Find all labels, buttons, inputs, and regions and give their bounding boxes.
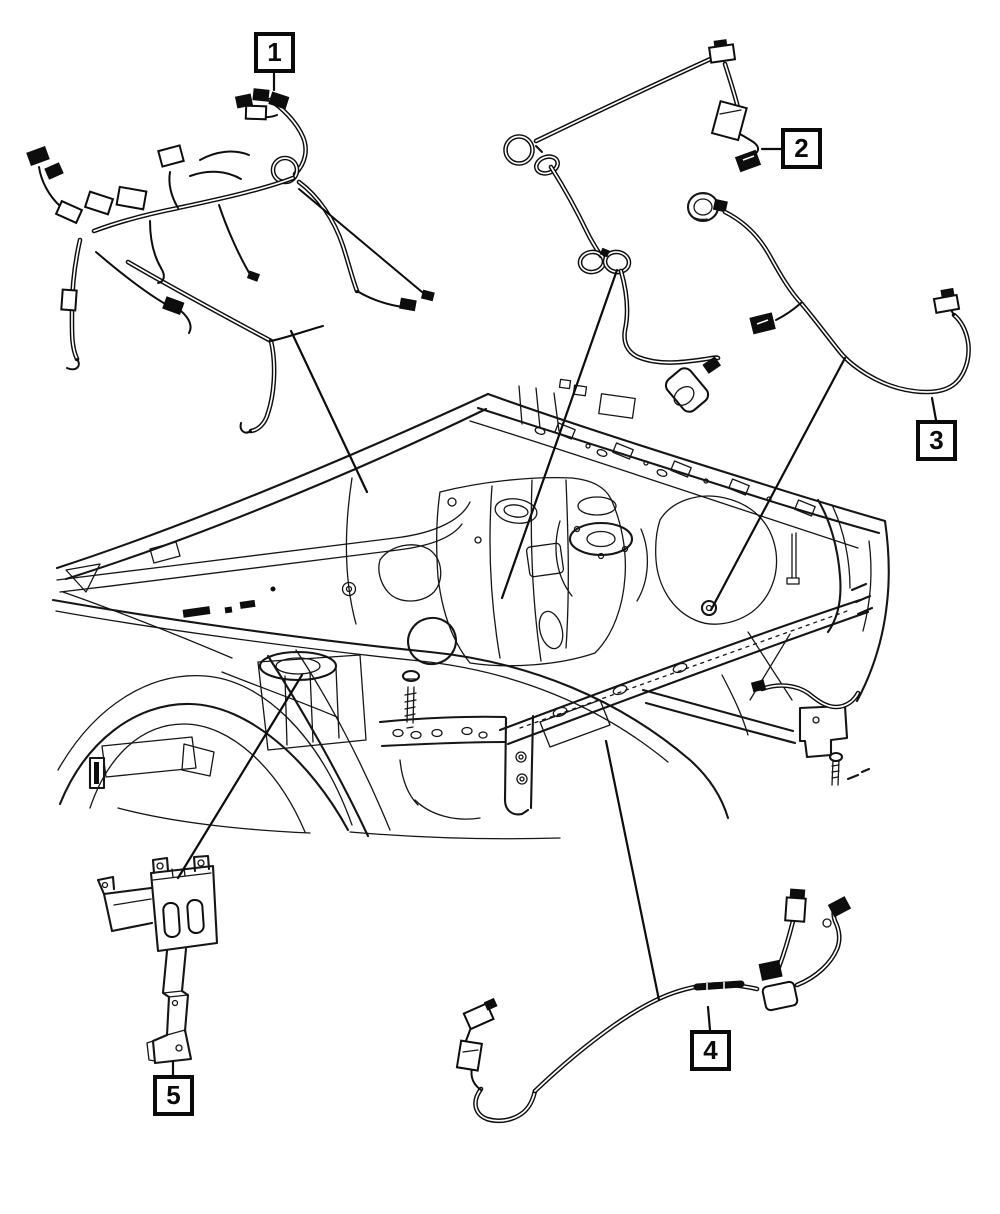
callout-box-4[interactable] (690, 1030, 731, 1071)
callout-label-5: 5 (166, 1080, 181, 1110)
vehicle-body-drawing (53, 379, 889, 838)
leader-line-1-long (291, 331, 367, 492)
callout-label-1: 1 (267, 37, 282, 67)
leader-line-4-long (606, 741, 659, 1000)
harness-3-main-wire (725, 212, 969, 392)
callout-box-5[interactable] (153, 1075, 194, 1116)
part-1-engine-harness-drawing (26, 88, 435, 432)
harness-3-main-wire (725, 212, 969, 392)
harness-2-main-wire (536, 56, 717, 141)
callout-label-4: 4 (703, 1035, 718, 1065)
leader-line-2-long (502, 270, 617, 598)
part-3-harness-drawing (688, 193, 969, 392)
callout-box-2[interactable] (781, 128, 822, 169)
callout-box-1[interactable] (254, 32, 295, 73)
callout-label-2: 2 (794, 133, 809, 163)
part-2-harness-drawing (506, 39, 762, 415)
leader-line-4 (708, 1007, 710, 1030)
callout-label-3: 3 (929, 425, 944, 455)
part-4-harness-drawing (457, 889, 851, 1121)
callout-box-3[interactable] (916, 420, 957, 461)
leader-line-5-long (178, 675, 302, 878)
leader-line-3 (932, 398, 936, 420)
part-5-bracket-drawing (98, 856, 217, 1063)
